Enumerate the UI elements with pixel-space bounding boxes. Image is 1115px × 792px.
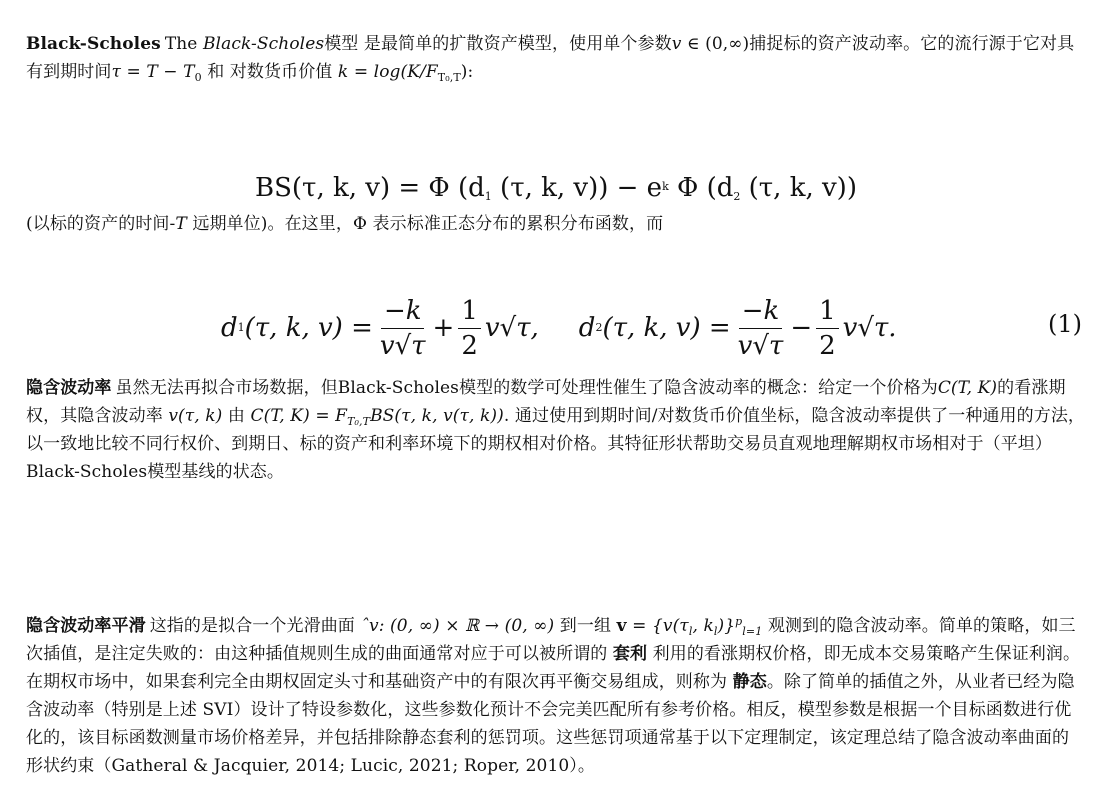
eq-d2-tail: v√τ.: [842, 313, 897, 343]
text: 观测到的隐含波动率。简单的策略，如三次插值，是注定失败的：由这种插值规则生成的曲面通常对应于可以被所谓的: [26, 616, 1076, 664]
eq-part: Φ (d: [668, 173, 734, 203]
math-k-end: ):: [460, 62, 474, 82]
math-implied-vol: v(τ, k): [168, 406, 223, 426]
math-subscript: 0: [194, 71, 202, 84]
math-set: )}: [717, 616, 736, 636]
math-phi: Φ: [352, 214, 368, 234]
eq-part: (τ, k, v)): [740, 173, 857, 203]
eq-subscript: 2: [733, 190, 741, 203]
math-superscript: p: [735, 615, 743, 628]
fraction-one-half: [458, 296, 481, 361]
math-surface: ˆv: (0, ∞) × ℝ → (0, ∞): [360, 616, 555, 636]
fraction-denominator: v√τ: [737, 330, 784, 361]
eq-d2-args: (τ, k, v) =: [602, 313, 731, 343]
paragraph-heading: 隐含波动率: [26, 378, 112, 398]
paragraph-heading: 隐含波动率平滑: [26, 616, 146, 636]
fraction-neg-k-over-v-sqrt-tau: [735, 296, 787, 361]
text: . 通过使用到期时间/对数货币价值坐标，隐含波动率提供了一种通用的方法，以一致地比较不同行权价、到期日、标的资产和利率环境下的期权相对价格。其特征形状帮助交易员直观地理解期权市场相对于（平坦）Black-Scholes模型基线的状态。: [26, 406, 1086, 482]
math-subscript: T₀,T: [347, 415, 371, 428]
math-subscript: l=1: [742, 625, 763, 638]
eq-d2-name: d: [578, 313, 596, 343]
equation-d1-d2: d 1 (τ, k, v) = $\frac{-k}{v√\tau}$ + $\frac{1}{2}$ v√τ, d 2 (τ, k, v) = $\frac{-k}{v√\tau}$ − $\frac{1}{2}$ v√τ. (1): [221, 295, 1082, 361]
text: 的看涨期权，其隐含波动率: [26, 378, 1066, 426]
math-set: ∈ (0,∞): [681, 34, 750, 54]
math-definition: C(T, K) = F: [250, 406, 348, 426]
eq-superscript: k: [662, 180, 669, 193]
equation-number: (1): [1048, 310, 1082, 338]
fraction-numerator: −k: [739, 296, 783, 329]
math-param: v: [671, 34, 682, 54]
eq-part: BS(τ, k, v) = Φ (d: [255, 173, 485, 203]
paragraph-heading: Black-Scholes: [26, 34, 161, 54]
text: 这指的是拟合一个光滑曲面: [149, 616, 361, 636]
math-k-def: k = log(K/F: [337, 62, 438, 82]
text: 利用的看涨期权价格，即无成本交易策略产生保证利润。在期权市场中，如果套利完全由期权固定头寸和基础资产中的有限次再平衡交易组成，则称为: [26, 644, 1081, 692]
term-arbitrage: 套利: [612, 644, 648, 664]
math-subscript: l: [688, 625, 693, 638]
math-call-price: C(T, K): [937, 378, 998, 398]
text: 远期单位)。在这里，: [186, 214, 353, 234]
eq-d1-name: d: [221, 313, 238, 343]
equation-bs: [26, 170, 1086, 206]
eq-minus: −: [790, 313, 813, 343]
math-subscript: T₀,T: [437, 71, 461, 84]
text: 模型 是最简单的扩散资产模型，使用单个参数: [324, 34, 672, 54]
math-set: = {v(τ: [626, 616, 689, 636]
fraction-neg-k-over-v-sqrt-tau: [377, 296, 429, 361]
text: 表示标准正态分布的累积分布函数，而: [367, 214, 664, 234]
math-tau-def: τ = T − T: [111, 62, 195, 82]
text: 。除了简单的插值之外，从业者已经为隐含波动率（特别是上述 SVI）设计了特设参数化，这些参数化预计不会完美匹配所有参考价格。相反，模型参数是根据一个目标函数进行优化的，该目标函数测量市场价格差异，并包括排除静态套利的惩罚项。这些惩罚项通常基于以下定理制定，该定理总结了隐含波动率曲面的形状约束（Gatheral & Jacquier, 2014; Lucic, 2021; Roper, 2010）。: [26, 672, 1075, 776]
paragraph-implied-volatility: [26, 374, 1086, 486]
fraction-numerator: 1: [816, 296, 839, 329]
eq-d1-tail: v√τ,: [484, 313, 539, 343]
fraction-denominator: 2: [461, 330, 478, 361]
math-T: T: [175, 214, 187, 234]
fraction-numerator: −k: [381, 296, 425, 329]
paragraph-black-scholes: [26, 30, 1086, 86]
text: 和 对数货币价值: [201, 62, 338, 82]
math-subscript: l: [713, 625, 718, 638]
text: 虽然无法再拟合市场数据，但Black-Scholes模型的数学可处理性催生了隐含波动率的概念：给定一个价格为: [115, 378, 938, 398]
paragraph-phi-note: [26, 210, 1086, 238]
math-bold-v: v: [616, 616, 627, 636]
eq-part: (τ, k, v)) − e: [491, 173, 663, 203]
model-name: Black-Scholes: [202, 34, 325, 54]
fraction-one-half: [816, 296, 839, 361]
paragraph-volatility-smoothing: [26, 612, 1086, 780]
text: 到一组: [554, 616, 617, 636]
text: (以标的资产的时间-: [26, 214, 176, 234]
text: The: [164, 34, 203, 54]
math-definition-end: BS(τ, k, v(τ, k)): [370, 406, 504, 426]
eq-plus: +: [432, 313, 455, 343]
term-static: 静态: [732, 672, 767, 692]
fraction-denominator: v√τ: [379, 330, 426, 361]
fraction-denominator: 2: [819, 330, 836, 361]
math-set: , k: [692, 616, 714, 636]
eq-subscript: 1: [484, 190, 492, 203]
text: 由: [222, 406, 251, 426]
eq-d1-args: (τ, k, v) =: [244, 313, 373, 343]
text: 捕捉标的资产波动率。它的流行源于它对具有到期时间: [26, 34, 1075, 82]
fraction-numerator: 1: [458, 296, 481, 329]
